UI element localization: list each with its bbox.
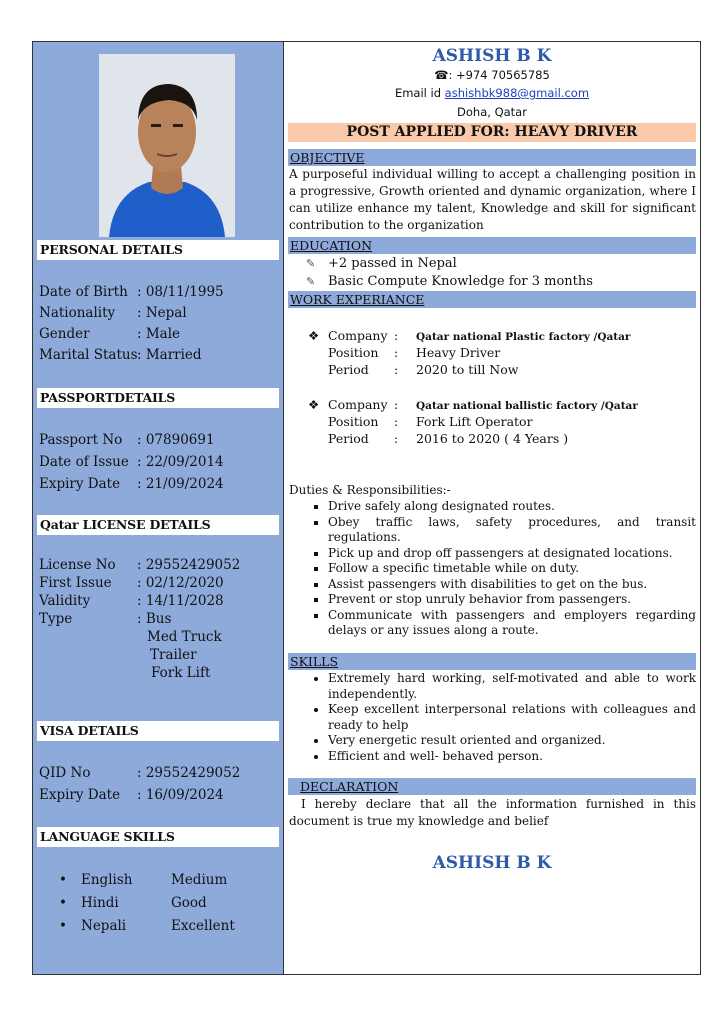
work-experience-heading: WORK EXPERIANCE: [288, 291, 696, 308]
qid-value: : 29552429052: [137, 765, 241, 781]
passport-no-row: [39, 430, 215, 450]
issue-date-row: [39, 452, 224, 472]
license-no-label: License No: [39, 557, 116, 573]
validity-value: : 14/11/2028: [137, 593, 224, 609]
passport-details-heading: PASSPORTDETAILS: [37, 388, 279, 408]
email-line: [284, 85, 700, 102]
objective-text: A purposeful individual willing to accept a challenging position in a progressive, Growth oriented and dynamic organization, where I can utilize enhance my talent, Knowledge and skill for significant contribution to the organization: [289, 167, 696, 232]
type-value: : Bus: [137, 611, 172, 627]
passport-no-value: : 07890691: [137, 432, 215, 448]
type-fork-lift: Fork Lift: [151, 665, 211, 681]
license-no-row: [39, 556, 240, 574]
language-item: • Nepali Excellent: [59, 915, 235, 937]
duty-item: ▪ Assist passengers with disabilities to get on the bus.: [328, 577, 696, 593]
skill-item: • Extremely hard working, self-motivated and able to work independently.: [328, 671, 696, 702]
declaration-heading: DECLARATION: [288, 778, 696, 795]
passport-expiry-label: Expiry Date: [39, 476, 121, 492]
pencil-icon: ✎: [306, 257, 316, 270]
gender-label: Gender: [39, 326, 90, 342]
location-line: Doha, Qatar: [457, 105, 527, 119]
language-skills-heading: LANGUAGE SKILLS: [37, 827, 279, 847]
duties-title: Duties & Responsibilities:-: [289, 483, 451, 497]
job-1-position: Position : Heavy Driver: [328, 345, 501, 360]
marital-label: Marital Status: [39, 347, 138, 363]
duty-item: ▪ Drive safely along designated routes.: [328, 499, 696, 515]
first-issue-row: [39, 574, 224, 592]
nationality-row: [39, 303, 187, 323]
language-item: • English Medium: [59, 869, 227, 891]
diamond-bullet-icon: ❖: [308, 397, 320, 412]
skill-item: • Keep excellent interpersonal relations with colleagues and ready to help: [328, 702, 696, 733]
education-item: ✎ +2 passed in Nepal: [306, 256, 457, 271]
duty-item: ▪ Obey traffic laws, safety procedures, and transit regulations.: [328, 515, 696, 546]
dob-label: Date of Birth: [39, 284, 128, 300]
language-level: Medium: [171, 872, 228, 888]
first-issue-label: First Issue: [39, 575, 112, 591]
education-heading: EDUCATION: [288, 237, 696, 254]
dob-row: [39, 282, 224, 302]
left-sidebar: [33, 42, 284, 974]
job-2-company: ❖ Company : Qatar national ballistic factory /Qatar: [308, 397, 638, 412]
duties-list: [328, 499, 696, 639]
pencil-icon: ✎: [306, 275, 316, 288]
language-level: Good: [171, 895, 207, 911]
skill-item: • Efficient and well- behaved person.: [328, 749, 696, 765]
visa-expiry-label: Expiry Date: [39, 787, 121, 803]
passport-expiry-value: : 21/09/2024: [137, 476, 224, 492]
job-2-period: Period : 2016 to 2020 ( 4 Years ): [328, 431, 569, 446]
type-label: Type: [39, 611, 73, 627]
qid-label: QID No: [39, 765, 91, 781]
license-details-heading: Qatar LICENSE DETAILS: [37, 515, 279, 535]
passport-expiry-row: [39, 474, 224, 494]
education-item: ✎ Basic Compute Knowledge for 3 months: [306, 274, 593, 289]
validity-row: [39, 592, 224, 610]
language-name: Hindi: [81, 895, 119, 911]
passport-no-label: Passport No: [39, 432, 123, 448]
diamond-bullet-icon: ❖: [308, 328, 320, 343]
declaration-text: I hereby declare that all the information furnished in this document is true my knowledge and belief: [289, 797, 696, 828]
gender-value: : Male: [137, 326, 181, 342]
duty-item: ▪ Pick up and drop off passengers at designated locations.: [328, 546, 696, 562]
gender-row: [39, 324, 180, 344]
skill-item: • Very energetic result oriented and organized.: [328, 733, 696, 749]
type-row: [39, 610, 171, 628]
type-med-truck: Med Truck: [147, 629, 222, 645]
post-applied-banner: POST APPLIED FOR: HEAVY DRIVER: [288, 123, 696, 142]
duty-item: ▪ Communicate with passengers and employers regarding delays or any issues along a route.: [328, 608, 696, 639]
dob-value: : 08/11/1995: [137, 284, 224, 300]
language-level: Excellent: [171, 918, 235, 934]
job-2-position: Position : Fork Lift Operator: [328, 414, 533, 429]
visa-expiry-value: : 16/09/2024: [137, 787, 224, 803]
signature-name: ASHISH B K: [432, 853, 552, 873]
profile-photo: [99, 54, 235, 237]
language-name: Nepali: [81, 918, 127, 934]
issue-date-value: : 22/09/2014: [137, 454, 224, 470]
qid-row: [39, 763, 240, 783]
language-name: English: [81, 872, 133, 888]
nationality-label: Nationality: [39, 305, 116, 321]
issue-date-label: Date of Issue: [39, 454, 129, 470]
job-1-period: Period : 2020 to till Now: [328, 362, 519, 377]
candidate-name: ASHISH B K: [432, 46, 552, 66]
language-item: • Hindi Good: [59, 892, 207, 914]
marital-value: : Married: [137, 347, 202, 363]
job-1-company: ❖ Company : Qatar national Plastic factory /Qatar: [308, 328, 631, 343]
visa-details-heading: VISA DETAILS: [37, 721, 279, 741]
resume-page: [32, 41, 701, 975]
visa-expiry-row: [39, 785, 224, 805]
duty-item: ▪ Prevent or stop unruly behavior from passengers.: [328, 592, 696, 608]
license-no-value: : 29552429052: [137, 557, 241, 573]
email-link[interactable]: ashishbk988@gmail.com: [444, 86, 590, 100]
type-trailer: Trailer: [150, 647, 197, 663]
skills-heading: SKILLS: [288, 653, 696, 670]
duty-item: ▪ Follow a specific timetable while on duty.: [328, 561, 696, 577]
skills-list: [328, 671, 696, 764]
objective-heading: OBJECTIVE: [288, 149, 696, 166]
nationality-value: : Nepal: [137, 305, 187, 321]
marital-row: [39, 345, 202, 365]
personal-details-heading: PERSONAL DETAILS: [37, 240, 279, 260]
main-column: [284, 42, 700, 974]
validity-label: Validity: [39, 593, 91, 609]
first-issue-value: : 02/12/2020: [137, 575, 224, 591]
phone-line: ☎: +974 70565785: [434, 68, 550, 82]
email-label: Email id: [394, 86, 445, 100]
